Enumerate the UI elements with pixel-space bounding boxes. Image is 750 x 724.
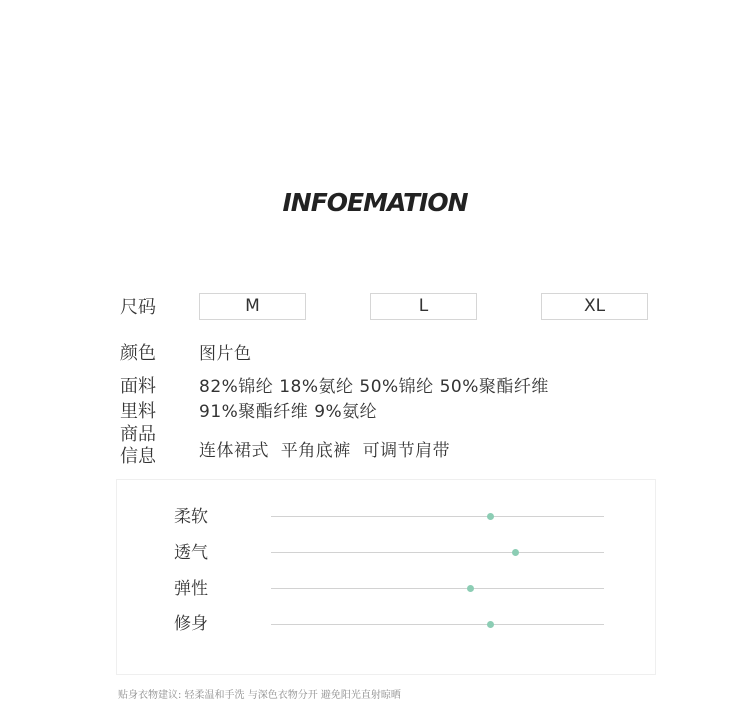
fabric-value: 82%锦纶 18%氨纶 50%锦纶 50%聚酯纤维 [199,377,549,397]
lining-value: 91%聚酯纤维 9%氨纶 [199,402,378,422]
rating-track-breathability [271,552,604,553]
rating-label-breathability: 透气 [174,543,208,563]
lining-label: 里料 [120,401,156,422]
size-option-m[interactable]: M [199,293,306,320]
page-title: INFOEMATION [282,188,468,217]
size-option-l[interactable]: L [370,293,477,320]
product-info-label-line2: 信息 [120,446,156,467]
product-info-value: 连体裙式 平角底裤 可调节肩带 [199,441,451,461]
size-label: 尺码 [120,297,156,318]
rating-label-fit: 修身 [174,614,208,634]
rating-track-softness [271,516,604,517]
product-info-label-line1: 商品 [120,424,156,445]
rating-track-elasticity [271,588,604,589]
rating-label-softness: 柔软 [174,507,208,527]
color-label: 颜色 [120,343,156,364]
color-value: 图片色 [199,344,252,364]
fabric-label: 面料 [120,376,156,397]
rating-track-fit [271,624,604,625]
rating-label-elasticity: 弹性 [174,579,208,599]
size-option-xl[interactable]: XL [541,293,648,320]
care-note: 贴身衣物建议: 轻柔温和手洗 与深色衣物分开 避免阳光直射晾晒 [118,690,401,701]
